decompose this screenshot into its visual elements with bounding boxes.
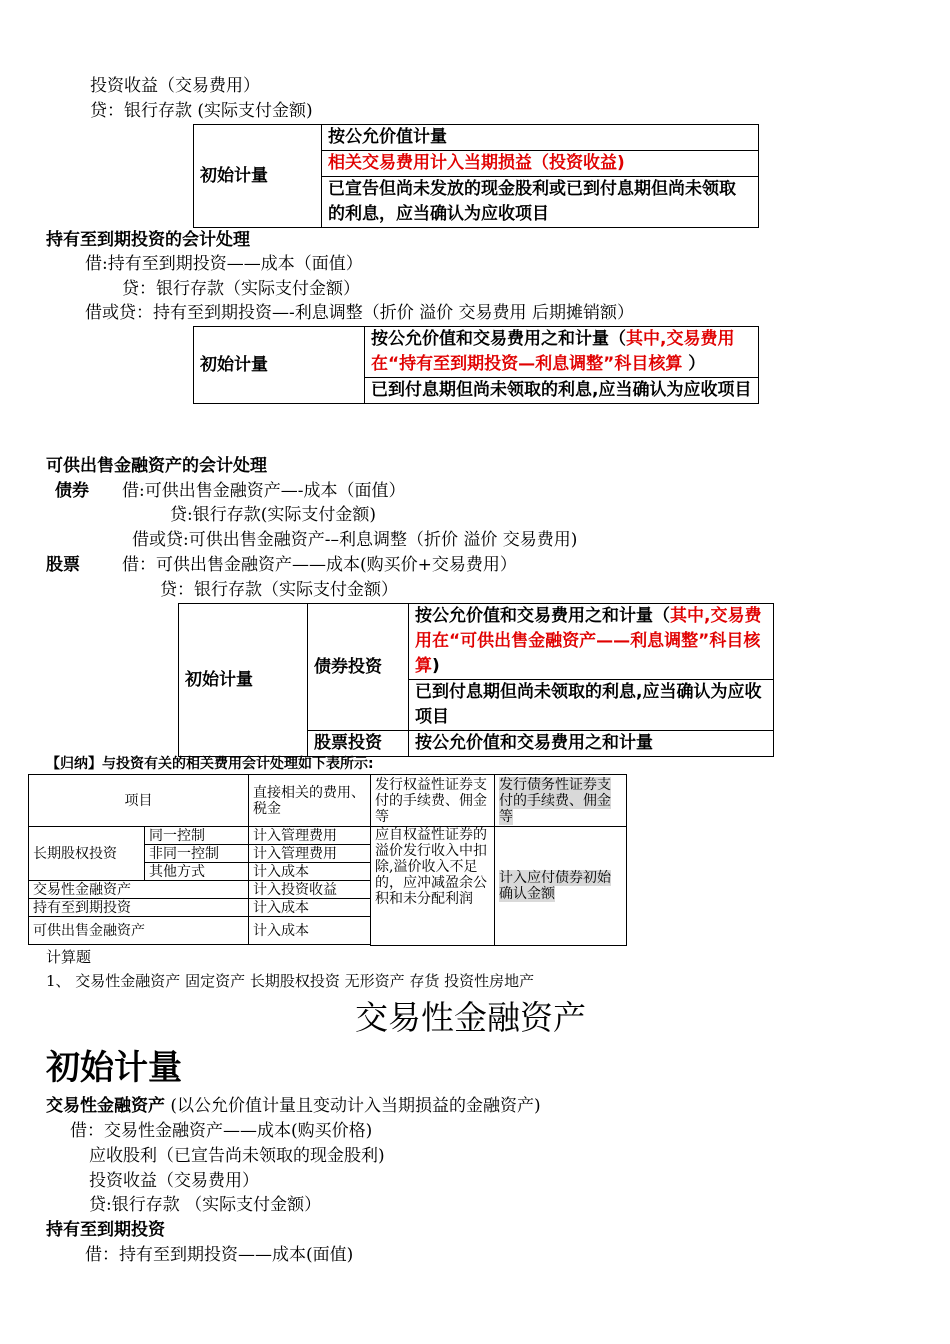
table-label: 初始计量 [179,604,308,757]
table-cell: 计入投资收益 [249,881,371,899]
debt-cell [495,827,627,946]
header-debt [495,775,627,827]
debt-cell-text: 计入应付债券初始确认金额 [499,870,611,902]
row-label: 可供出售金融资产 [29,917,249,945]
table-cell: 已到付息期但尚未领取的利息,应当确认为应收项目 [409,680,774,731]
table-cell [409,604,774,680]
table-cell: 已到付息期但尚未领取的利息,应当确认为应收项目 [365,378,759,404]
text-line: 借:持有至到期投资——成本（面值） [85,254,363,274]
equity-cell: 应自权益性证券的溢价发行收入中扣除,溢价收入不足的，应冲减盈余公积和未分配利润 [371,827,495,946]
text-line [46,1094,541,1118]
table-cell: 计入管理费用 [249,827,371,845]
term-desc: (以公允价值计量且变动计入当期损益的金融资产) [165,1096,541,1116]
summary-caption: 【归纳】与投资有关的相关费用会计处理如下表所示: [46,756,374,772]
table-cell: 按公允价值和交易费用之和计量 [409,731,774,757]
row-sublabel: 其他方式 [145,863,249,881]
text-line: 应收股利（已宣告尚未领取的现金股利) [89,1146,385,1166]
cell-text-red: 其中,交易费用在“持有至到期投资—利息调整”科目核算 [371,329,735,374]
table-label: 初始计量 [194,125,322,228]
calc-line: 1、 交易性金融资产 固定资产 长期股权投资 无形资产 存货 投资性房地产 [46,972,535,990]
row-label: 交易性金融资产 [29,881,249,899]
text-line: 借：持有至到期投资——成本(面值) [85,1245,354,1265]
cell-text: 按公允价值和交易费用之和计量（ [415,606,670,626]
summary-table [28,774,627,946]
cell-text: ） [682,354,706,374]
table-label: 股票投资 [308,731,409,757]
initial-measurement-table-3 [178,603,774,757]
stock-label: 股票 [46,555,80,575]
header-item: 项目 [29,775,249,827]
cell-text: ) [432,656,440,676]
page-title: 交易性金融资产 [355,998,586,1037]
header-direct: 直接相关的费用、税金 [249,775,371,827]
text-line: 投资收益（交易费用） [89,1171,259,1191]
row-label: 持有至到期投资 [29,899,249,917]
text-line: 借:可供出售金融资产—-成本（面值） [122,481,406,501]
row-label: 长期股权投资 [29,827,145,881]
section-heading: 可供出售金融资产的会计处理 [46,456,267,476]
table-cell: 相关交易费用计入当期损益（投资收益) [322,151,759,177]
calc-label: 计算题 [46,948,92,966]
row-sublabel: 非同一控制 [145,845,249,863]
text-line: 贷:银行存款(实际支付金额) [170,505,376,525]
table-label: 债券投资 [308,604,409,731]
initial-measurement-table-1 [193,124,759,228]
cell-text: 按公允价值和交易费用之和计量（ [371,329,626,349]
table-label: 初始计量 [194,327,365,404]
table-cell: 已宣告但尚未发放的现金股利或已到付息期但尚未领取的利息，应当确认为应收项目 [322,177,759,228]
table-cell: 计入成本 [249,917,371,945]
section-heading: 持有至到期投资 [46,1220,165,1240]
header-equity: 发行权益性证券支付的手续费、佣金等 [371,775,495,827]
section-heading: 持有至到期投资的会计处理 [46,230,250,250]
bold-term: 交易性金融资产 [46,1096,165,1116]
table-cell [365,327,759,378]
table-cell: 计入成本 [249,899,371,917]
text-line: 借或贷：持有至到期投资—-利息调整（折价 溢价 交易费用 后期摊销额） [85,303,634,323]
table-cell: 计入管理费用 [249,845,371,863]
text-line: 借或贷:可供出售金融资产-–利息调整（折价 溢价 交易费用) [132,530,578,550]
row-sublabel: 同一控制 [145,827,249,845]
text-line: 贷：银行存款 (实际支付金额) [90,101,313,121]
text-line: 借：可供出售金融资产——成本(购买价+交易费用） [122,555,517,575]
text-line: 借：交易性金融资产——成本(购买价格) [70,1121,373,1141]
section-subtitle: 初始计量 [46,1048,182,1088]
initial-measurement-table-2 [193,326,759,404]
text-line: 投资收益（交易费用） [90,76,260,96]
header-debt-text: 发行债务性证券支付的手续费、佣金等 [499,776,611,825]
bond-label: 债券 [55,481,89,501]
table-cell: 按公允价值计量 [322,125,759,151]
text-line: 贷：银行存款（实际支付金额） [160,580,398,600]
text-line: 贷：银行存款（实际支付金额） [122,279,360,299]
table-cell: 计入成本 [249,863,371,881]
cell-text-red: 其中,交易费用在“可供出售金融资产——利息调整”科目核算 [415,606,762,676]
text-line: 贷:银行存款 （实际支付金额） [89,1195,322,1215]
